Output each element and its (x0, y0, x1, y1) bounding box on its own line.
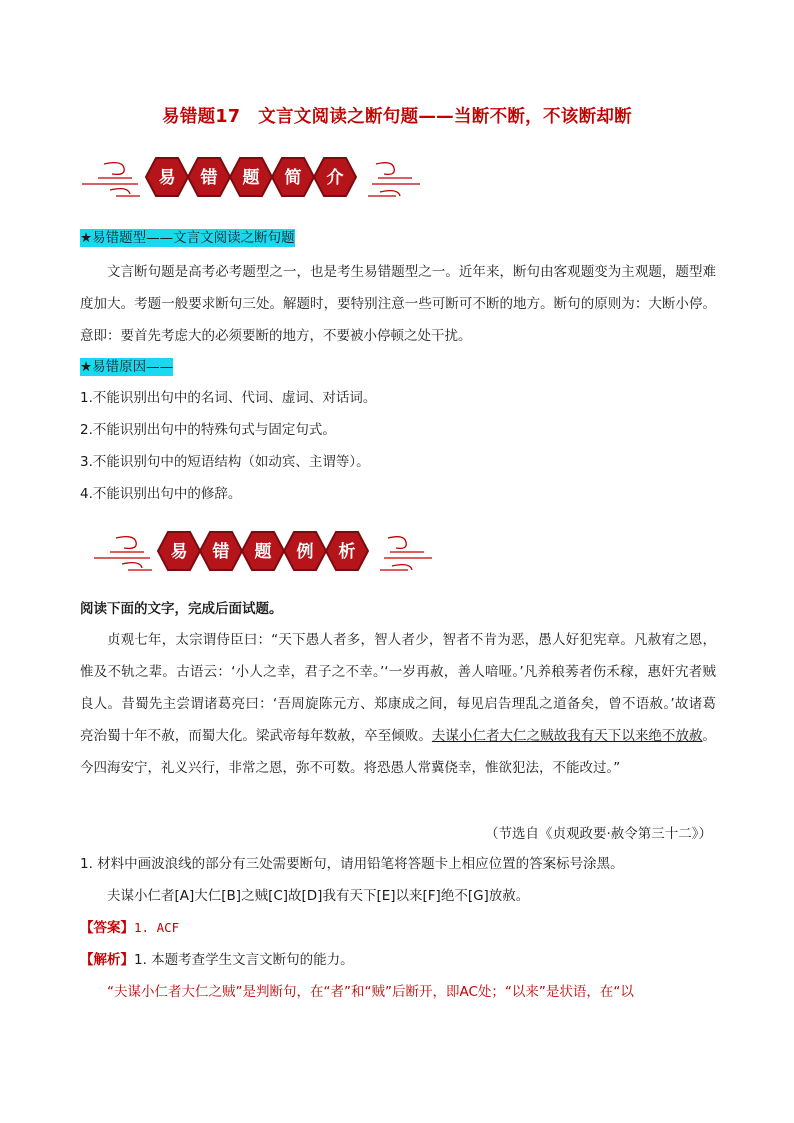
banner-example (92, 524, 442, 578)
answer (80, 919, 179, 937)
section-reason-heading (80, 358, 173, 376)
passage-text-part1: 贞观七年，太宗谓侍臣曰：“天下愚人者多，智人者少，智者不肯为恶，愚人好犯宪章。凡赦宥之恩，惟及不轨之辈。古语云：‘小人之幸，君子之不幸。’‘一岁再赦，善人喑哑。’凡养稂莠者伤禾稼，惠奸宄者贼良人。昔蜀先主尝谓诸葛亮曰：‘吾周旋陈元方、郑康成之间，每见启告理乱之道备矣，曾不语赦。’故诸葛亮治蜀十年不赦，而蜀大化。梁武帝每年数赦，卒至倾败。 (80, 632, 716, 744)
banner-intro (80, 150, 430, 204)
answer-label: 【答案】 (80, 920, 134, 936)
answer-text: 1. ACF (134, 920, 180, 935)
reason-item-1: 1.不能识别出句中的名词、代词、虚词、对话词。 (80, 390, 377, 406)
passage-text-part2: 。今四海安宁，礼义兴行，非常之恩，弥不可数。将恐愚人常冀侥幸，惟欲犯法，不能改过。” (80, 728, 717, 776)
banner-intro-char-2: 错 (200, 168, 218, 188)
banner-intro-char-1: 易 (158, 168, 176, 188)
banner-example-char-3: 题 (254, 542, 272, 562)
example-instruction: 阅读下面的文字，完成后面试题。 (80, 601, 283, 617)
banner-example-char-4: 例 (296, 542, 314, 562)
question-1-options: 夫谋小仁者[A]大仁[B]之贼[C]故[D]我有天下[E]以来[F]绝不[G]放赦。 (107, 888, 530, 904)
passage-source: （节选自《贞观政要·赦令第三十二》） (484, 826, 712, 842)
reason-item-3: 3.不能识别句中的短语结构（如动宾、主谓等）。 (80, 454, 370, 470)
section-reason-heading-text: ★易错原因—— (80, 359, 174, 375)
analysis-detail: “夫谋小仁者大仁之贼”是判断句，在“者”和“贼”后断开，即AC处；“以来”是状语，在“以 (107, 984, 634, 1000)
analysis (80, 951, 354, 969)
banner-example-char-2: 错 (212, 542, 230, 562)
passage-wavy-underlined: 夫谋小仁者大仁之贼故我有天下以来绝不放赦 (431, 728, 703, 744)
banner-example-char-1: 易 (170, 542, 188, 562)
question-1 (80, 855, 624, 873)
page-title: 易错题17 文言文阅读之断句题——当断不断，不该断却断 (162, 107, 632, 127)
section-type-paragraph: 文言断句题是高考必考题型之一，也是考生易错题型之一。近年来，断句由客观题变为主观题，题型难度加大。考题一般要求断句三处。解题时，要特别注意一些可断可不断的地方。断句的原则为：大断小停。意即：要首先考虑大的必须要断的地方，不要被小停顿之处干扰。 (80, 264, 716, 344)
example-passage (80, 624, 716, 784)
section-type-heading (80, 229, 295, 247)
banner-intro-char-4: 简 (284, 168, 302, 188)
reason-item-2: 2.不能识别出句中的特殊句式与固定句式。 (80, 422, 336, 438)
question-1-text: 1. 材料中画波浪线的部分有三处需要断句，请用铅笔将答题卡上相应位置的答案标号涂黑。 (80, 856, 624, 872)
banner-intro-char-5: 介 (326, 168, 344, 188)
section-type-heading-text: ★易错题型——文言文阅读之断句题 (80, 230, 295, 246)
banner-example-char-5: 析 (338, 542, 356, 562)
analysis-text: 1. 本题考查学生文言文断句的能力。 (134, 952, 354, 968)
banner-intro-char-3: 题 (242, 168, 260, 188)
analysis-label: 【解析】 (80, 952, 134, 968)
reason-item-4: 4.不能识别出句中的修辞。 (80, 486, 242, 502)
